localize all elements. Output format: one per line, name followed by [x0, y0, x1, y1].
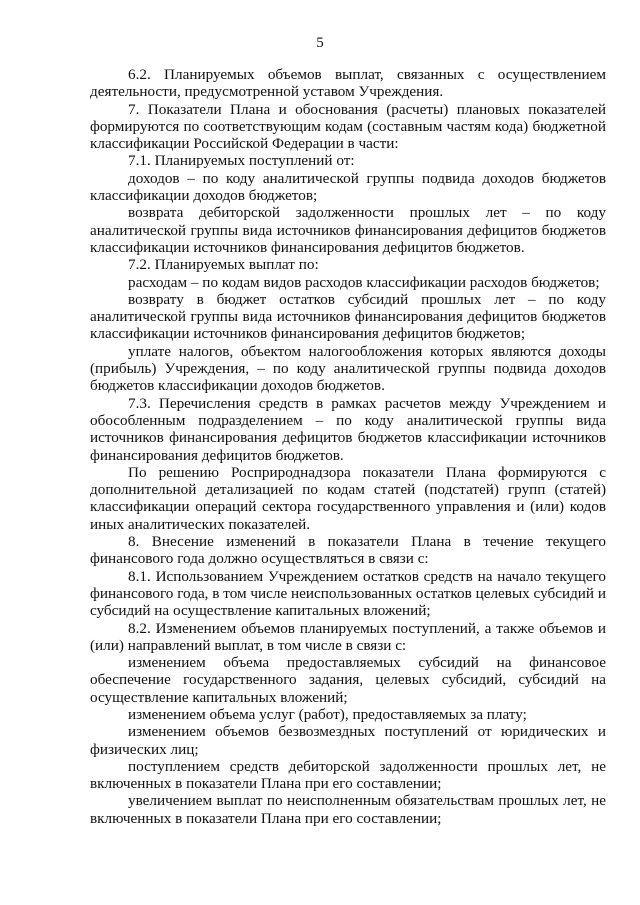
paragraph-7-2: 7.2. Планируемых выплат по:: [128, 256, 319, 274]
paragraph-taxes: уплате налогов, объектом налогообложения которых являются доходы (прибыль) Учреждения, – по коду аналитической группы подвида доходов бюджетов классификации доходов бюджетов.: [90, 342, 606, 395]
paragraph-8: 8. Внесение изменений в показатели Плана в течение текущего финансового года должно осуществляться в связи с:: [90, 533, 606, 568]
paragraph-donations-change: изменением объемов безвозмездных поступлений от юридических и физических лиц;: [90, 723, 606, 758]
paragraph-subsidy-change: изменением объема предоставляемых субсидий на финансовое обеспечение государственного задания, целевых субсидий, субсидий на осуществление капитальных вложений;: [90, 654, 606, 706]
paragraph-7-1: 7.1. Планируемых поступлений от:: [128, 152, 355, 170]
paragraph-obligations: увеличением выплат по неисполненным обязательствам прошлых лет, не включенных в показатели Плана при его составлении;: [90, 792, 606, 827]
paragraph-decision: По решению Росприроднадзора показатели Плана формируются с дополнительной детализацией по кодам статей (подстатей) групп (статей) классификации операций сектора государственного управления и (или) кодов иных аналитических показателей.: [90, 463, 606, 533]
paragraph-services-change: изменением объема услуг (работ), предоставляемых за плату;: [128, 705, 527, 723]
paragraph-income: доходов – по коду аналитической группы подвида доходов бюджетов классификации доходов бюджетов;: [90, 169, 606, 205]
paragraph-8-2: 8.2. Изменением объемов планируемых поступлений, а также объемов и (или) направлений выплат, в том числе в связи с:: [90, 619, 606, 654]
paragraph-8-1: 8.1. Использованием Учреждением остатков средств на начало текущего финансового года, в том числе неиспользованных остатков целевых субсидий и субсидий на осуществление капитальных вложений;: [90, 567, 606, 620]
paragraph-debt-return: возврата дебиторской задолженности прошлых лет – по коду аналитической группы вида источников финансирования дефицитов бюджетов классификации источников финансирования дефицитов бюджетов.: [90, 204, 606, 256]
paragraph-7-3: 7.3. Перечисления средств в рамках расчетов между Учреждением и обособленным подразделением – по коду аналитической группы вида источников финансирования дефицитов бюджетов классификации источников финансирования дефицитов бюджетов.: [90, 394, 606, 464]
document-body: [90, 66, 606, 827]
paragraph-subsidy-return: возврату в бюджет остатков субсидий прошлых лет – по коду аналитической группы вида источников финансирования дефицитов бюджетов классификации источников финансирования дефицитов бюджетов;: [90, 290, 606, 343]
page-number: 5: [316, 35, 324, 51]
paragraph-receivables: поступлением средств дебиторской задолженности прошлых лет, не включенных в показатели Плана при его составлении;: [90, 757, 606, 793]
paragraph-expenses: расходам – по кодам видов расходов классификации расходов бюджетов;: [128, 273, 600, 291]
paragraph-7: 7. Показатели Плана и обоснования (расчеты) плановых показателей формируются по соответствующим кодам (составным частям кода) бюджетной классификации Российской Федерации в части:: [90, 100, 606, 153]
paragraph-6-2: 6.2. Планируемых объемов выплат, связанных с осуществлением деятельности, предусмотренной уставом Учреждения.: [90, 66, 606, 101]
